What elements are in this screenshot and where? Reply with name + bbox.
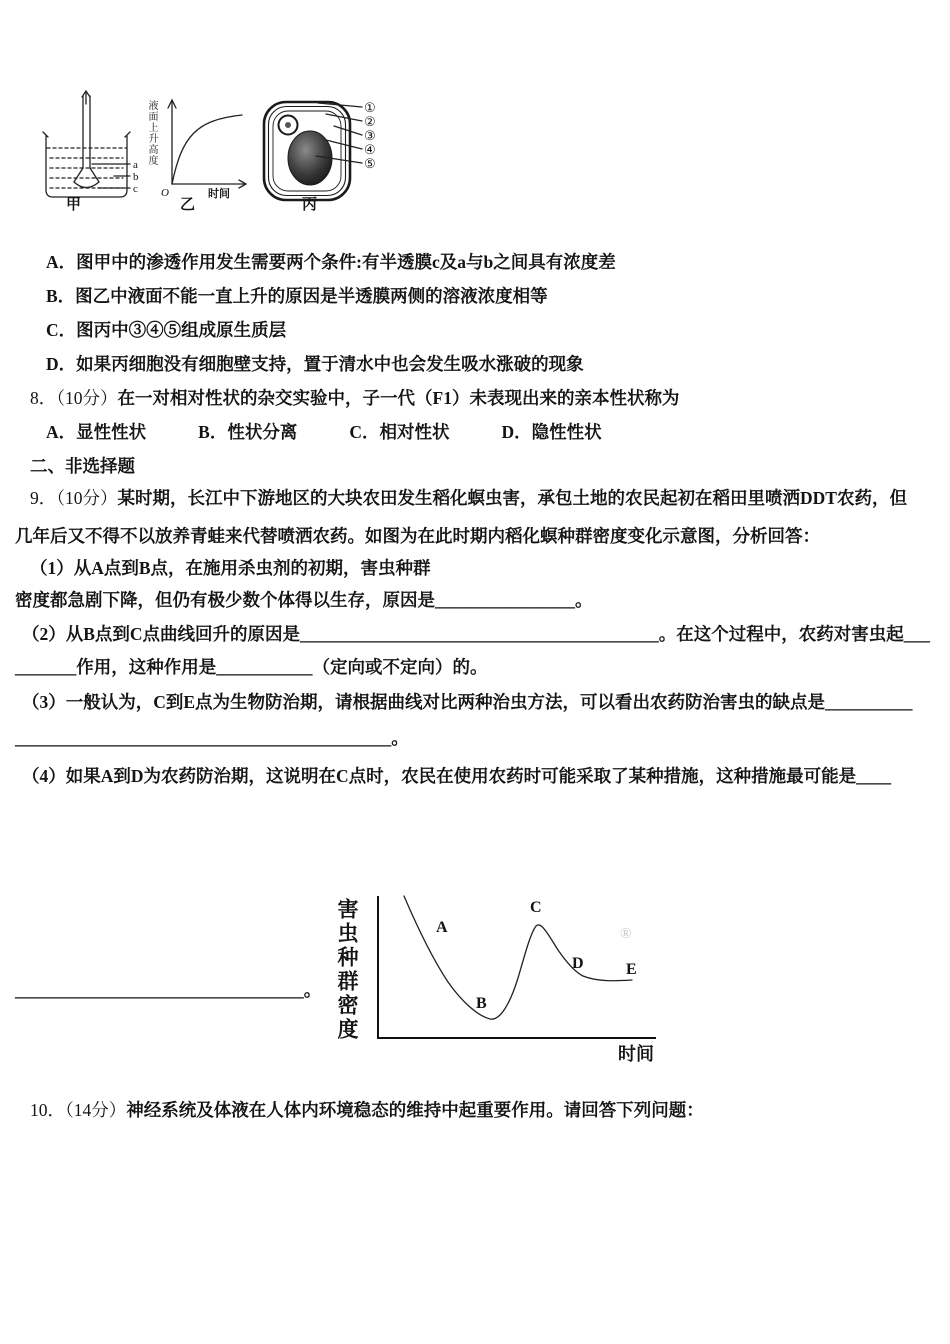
q9-sub1-line1: （1）从A点到B点，在施用杀虫剂的初期，害虫种群 (30, 558, 431, 578)
q9-sub2-line2: _______作用，这种作用是___________（定向或不定向）的。 (15, 657, 488, 677)
q8-stem: 在一对相对性状的杂交实验中，子一代（F1）未表现出来的亲本性状称为 (117, 388, 680, 408)
liquid-rise-graph (158, 92, 253, 204)
origin-label: O (161, 187, 169, 199)
q8-option-a: A．显性性状 (46, 422, 147, 442)
figure-label-jia: 甲 (66, 197, 82, 213)
callout-4: ④ (364, 142, 376, 157)
point-label-b: B (476, 995, 487, 1012)
q8-option-b: B．性状分离 (198, 422, 298, 442)
rise-curve (172, 115, 242, 184)
figure-label-bing: 丙 (302, 197, 318, 213)
q10-score: （14分） (65, 1100, 127, 1120)
q7-option-d: D．如果丙细胞没有细胞壁支持，置于清水中也会发生吸水涨破的现象 (46, 354, 584, 374)
q9-stem-line1 (30, 488, 907, 510)
q9-sub3-line1: （3）一般认为，C到E点为生物防治期，请根据曲线对比两种治虫方法，可以看出农药防治害虫的缺点是__________ (22, 692, 913, 712)
q7-option-c: C．图丙中③④⑤组成原生质层 (46, 320, 287, 340)
graph-axes (168, 100, 246, 188)
q7-option-b: B．图乙中液面不能一直上升的原因是半透膜两侧的溶液浓度相等 (46, 286, 548, 306)
callout-1: ① (364, 100, 376, 115)
label-c: c (133, 183, 138, 195)
q8-stem-line (30, 388, 679, 410)
point-label-e: E (626, 961, 637, 978)
q9-sub2-line1: （2）从B点到C点曲线回升的原因是_________________________________________。在这个过程中，农药对害虫起___ (22, 624, 931, 644)
q8-score: （10分） (56, 388, 118, 408)
q9-stem-text1: 某时期，长江中下游地区的大块农田发生稻化螟虫害，承包土地的农民起初在稻田里喷洒DDT农药，但 (117, 488, 907, 508)
pest-density-curve (404, 896, 632, 1019)
q10-number: 10． (30, 1100, 65, 1120)
point-label-c: C (530, 899, 542, 916)
q9-sub3-line2: ___________________________________________。 (15, 728, 409, 748)
q8-number: 8． (30, 388, 57, 408)
q8-option-c: C．相对性状 (349, 422, 450, 442)
q7-option-a: A．图甲中的渗透作用发生需要两个条件:有半透膜c及a与b之间具有浓度差 (46, 252, 616, 272)
pest-chart-y-axis-label: 害虫种群密度 (335, 898, 359, 1042)
pest-chart-x-axis-label: 时间 (618, 1044, 654, 1064)
section2-title: 二、非选择题 (30, 456, 135, 476)
label-a: a (133, 159, 138, 171)
q9-number: 9． (30, 488, 57, 508)
q8-option-d: D．隐性性状 (501, 422, 602, 442)
point-label-d: D (572, 955, 584, 972)
figure-label-yi: 乙 (180, 197, 196, 213)
q9-sub4-blank-line: _________________________________。 (15, 980, 322, 1000)
callout-3: ③ (364, 128, 376, 143)
time-axis-label: 时间 (208, 188, 230, 200)
q9-sub1-line2: 密度都急剧下降，但仍有极少数个体得以生存，原因是________________。 (15, 590, 593, 610)
pest-chart-axes (377, 896, 656, 1039)
q10-stem: 神经系统及体液在人体内环境稳态的维持中起重要作用。请回答下列问题： (126, 1100, 704, 1120)
osmosis-apparatus-figure (34, 90, 150, 204)
q8-options-line (46, 422, 602, 444)
faint-watermark: ® (620, 926, 632, 942)
label-b: b (133, 171, 139, 183)
liquid-dashes (47, 148, 126, 188)
pest-density-chart (358, 888, 688, 1073)
liquid-rise-y-axis-label: 液面上升高度 (146, 100, 157, 166)
q9-sub4-line1: （4）如果A到D为农药防治期，这说明在C点时，农民在使用农药时可能采取了某种措施，这种措施最可能是____ (22, 766, 892, 786)
osmosis-tube (74, 91, 99, 188)
q10-stem-line (30, 1100, 704, 1122)
point-label-a: A (436, 919, 448, 936)
q9-stem-line2: 几年后又不得不以放养青蛙来代替喷洒农药。如图为在此时期内稻化螟种群密度变化示意图，分析回答： (15, 526, 820, 546)
callout-5: ⑤ (364, 156, 376, 171)
callout-2: ② (364, 114, 376, 129)
plant-cell-figure (260, 92, 390, 210)
q9-score: （10分） (56, 488, 118, 508)
nucleolus (285, 122, 291, 128)
